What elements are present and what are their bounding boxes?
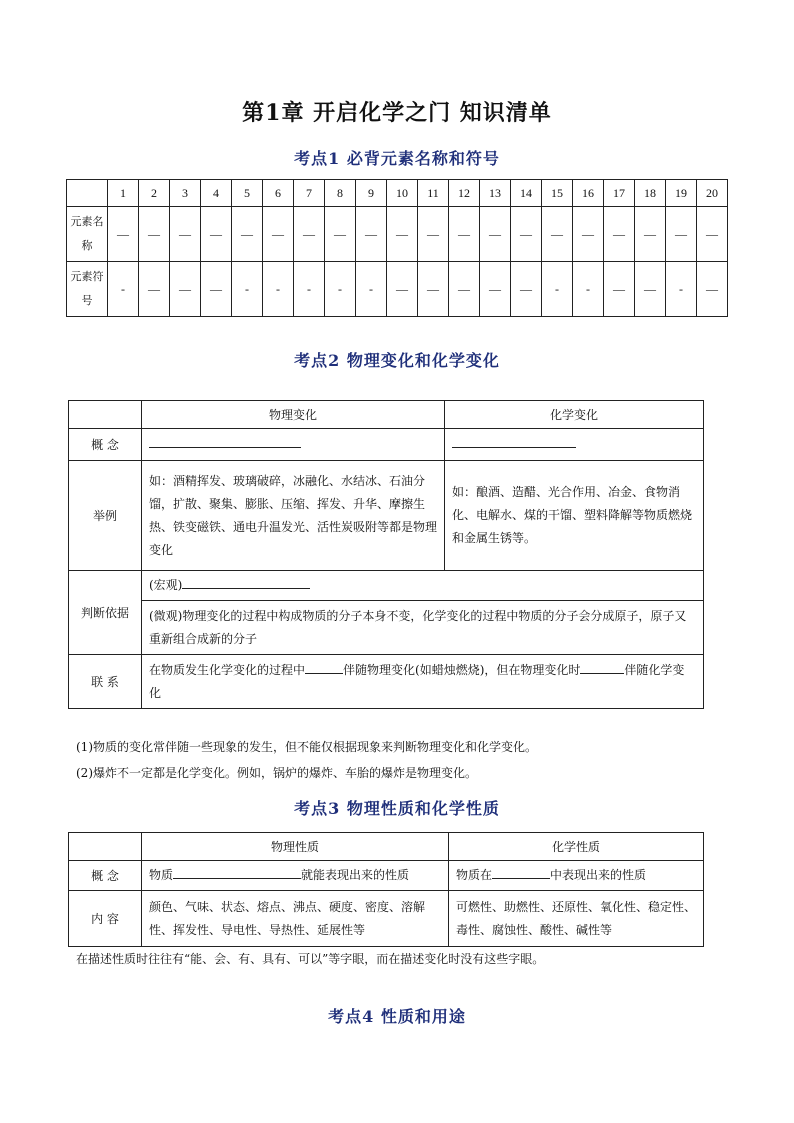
relation-label: 联 系 bbox=[69, 655, 142, 709]
element-name-blank-5: — bbox=[232, 207, 263, 262]
element-name-blank-1: — bbox=[108, 207, 139, 262]
col-physical-property: 物理性质 bbox=[142, 833, 449, 861]
element-number-8: 8 bbox=[325, 180, 356, 207]
element-symbol-blank-4: — bbox=[201, 262, 232, 317]
element-symbol-blank-9: - bbox=[356, 262, 387, 317]
row-label-name: 元素名称 bbox=[67, 207, 108, 262]
col-chemical-property: 化学性质 bbox=[449, 833, 704, 861]
element-number-15: 15 bbox=[542, 180, 573, 207]
corner-cell bbox=[69, 833, 142, 861]
element-name-blank-3: — bbox=[170, 207, 201, 262]
element-number-2: 2 bbox=[139, 180, 170, 207]
section2-title: 考点2 物理变化和化学变化 bbox=[294, 351, 500, 370]
element-number-6: 6 bbox=[263, 180, 294, 207]
note-2: (2)爆炸不一定都是化学变化。例如，锅炉的爆炸、车胎的爆炸是物理变化。 bbox=[76, 766, 478, 780]
element-symbol-blank-8: - bbox=[325, 262, 356, 317]
basis-label: 判断依据 bbox=[69, 571, 142, 655]
concept-label: 概 念 bbox=[69, 429, 142, 461]
element-symbol-blank-17: — bbox=[604, 262, 635, 317]
property-table bbox=[68, 832, 704, 947]
element-name-blank-2: — bbox=[139, 207, 170, 262]
section4-title: 考点4 性质和用途 bbox=[328, 1007, 466, 1026]
element-symbol-blank-7: - bbox=[294, 262, 325, 317]
example-label: 举例 bbox=[69, 461, 142, 571]
example-chemical: 如：酿酒、造醋、光合作用、冶金、食物消化、电解水、煤的干馏、塑料降解等物质燃烧和金属生锈等。 bbox=[445, 461, 704, 571]
element-symbol-blank-5: - bbox=[232, 262, 263, 317]
basis-micro: (微观)物理变化的过程中构成物质的分子本身不变，化学变化的过程中物质的分子会分成原子，原子又重新组合成新的分子 bbox=[142, 601, 704, 655]
element-symbol-blank-12: — bbox=[449, 262, 480, 317]
element-name-blank-6: — bbox=[263, 207, 294, 262]
element-number-20: 20 bbox=[697, 180, 728, 207]
change-table bbox=[68, 400, 704, 709]
element-name-blank-9: — bbox=[356, 207, 387, 262]
element-number-9: 9 bbox=[356, 180, 387, 207]
element-name-blank-4: — bbox=[201, 207, 232, 262]
content-chemical-property: 可燃性、助燃性、还原性、氧化性、稳定性、毒性、腐蚀性、酸性、碱性等 bbox=[449, 891, 704, 947]
element-number-5: 5 bbox=[232, 180, 263, 207]
property-content-label: 内 容 bbox=[69, 891, 142, 947]
element-name-blank-8: — bbox=[325, 207, 356, 262]
element-symbol-blank-2: — bbox=[139, 262, 170, 317]
element-number-12: 12 bbox=[449, 180, 480, 207]
concept-physical-blank bbox=[142, 429, 445, 461]
basis-macro bbox=[142, 571, 704, 601]
element-name-blank-19: — bbox=[666, 207, 697, 262]
basis-macro-text: (宏观) bbox=[149, 578, 183, 592]
element-name-blank-13: — bbox=[480, 207, 511, 262]
element-number-13: 13 bbox=[480, 180, 511, 207]
concept-chemical-property: 物质在 中表现出来的性质 bbox=[449, 861, 704, 891]
element-name-blank-7: — bbox=[294, 207, 325, 262]
element-number-19: 19 bbox=[666, 180, 697, 207]
concept-chemical-blank bbox=[445, 429, 704, 461]
element-number-3: 3 bbox=[170, 180, 201, 207]
element-name-blank-18: — bbox=[635, 207, 666, 262]
property-concept-label: 概 念 bbox=[69, 861, 142, 891]
element-name-blank-14: — bbox=[511, 207, 542, 262]
row-label-symbol: 元素符号 bbox=[67, 262, 108, 317]
element-symbol-blank-13: — bbox=[480, 262, 511, 317]
section1-title: 考点1 必背元素名称和符号 bbox=[294, 149, 500, 168]
element-number-16: 16 bbox=[573, 180, 604, 207]
property-footnote: 在描述性质时往往有“能、会、有、具有、可以”等字眼，而在描述变化时没有这些字眼。 bbox=[76, 952, 545, 966]
element-name-blank-11: — bbox=[418, 207, 449, 262]
element-number-11: 11 bbox=[418, 180, 449, 207]
element-number-4: 4 bbox=[201, 180, 232, 207]
elements-table bbox=[66, 179, 728, 317]
element-symbol-blank-10: — bbox=[387, 262, 418, 317]
element-symbol-blank-15: - bbox=[542, 262, 573, 317]
element-name-blank-10: — bbox=[387, 207, 418, 262]
element-number-7: 7 bbox=[294, 180, 325, 207]
corner-cell bbox=[69, 401, 142, 429]
col-physical-change: 物理变化 bbox=[142, 401, 445, 429]
element-symbol-blank-20: — bbox=[697, 262, 728, 317]
content-physical-property: 颜色、气味、状态、熔点、沸点、硬度、密度、溶解性、挥发性、导电性、导热性、延展性等 bbox=[142, 891, 449, 947]
element-number-1: 1 bbox=[108, 180, 139, 207]
element-name-blank-20: — bbox=[697, 207, 728, 262]
element-symbol-blank-3: — bbox=[170, 262, 201, 317]
element-symbol-blank-16: - bbox=[573, 262, 604, 317]
element-number-18: 18 bbox=[635, 180, 666, 207]
element-symbol-blank-14: — bbox=[511, 262, 542, 317]
element-symbol-blank-1: - bbox=[108, 262, 139, 317]
element-symbol-blank-18: — bbox=[635, 262, 666, 317]
element-name-blank-12: — bbox=[449, 207, 480, 262]
relation-text: 在物质发生化学变化的过程中 伴随物理变化(如蜡烛燃烧)，但在物理变化时 伴随化学变化 bbox=[142, 655, 704, 709]
element-name-blank-17: — bbox=[604, 207, 635, 262]
element-symbol-blank-19: - bbox=[666, 262, 697, 317]
page-title: 第1章 开启化学之门 知识清单 bbox=[242, 100, 552, 126]
element-number-14: 14 bbox=[511, 180, 542, 207]
element-name-blank-15: — bbox=[542, 207, 573, 262]
element-number-10: 10 bbox=[387, 180, 418, 207]
col-chemical-change: 化学变化 bbox=[445, 401, 704, 429]
concept-physical-property: 物质 就能表现出来的性质 bbox=[142, 861, 449, 891]
corner-cell bbox=[67, 180, 108, 207]
example-physical: 如：酒精挥发、玻璃破碎，冰融化、水结冰、石油分馏，扩散、聚集、膨胀、压缩、挥发、升华、摩擦生热、铁变磁铁、通电升温发光、活性炭吸附等都是物理变化 bbox=[142, 461, 445, 571]
section3-title: 考点3 物理性质和化学性质 bbox=[294, 799, 500, 818]
element-symbol-blank-11: — bbox=[418, 262, 449, 317]
note-1: (1)物质的变化常伴随一些现象的发生，但不能仅根据现象来判断物理变化和化学变化。 bbox=[76, 740, 538, 754]
element-number-17: 17 bbox=[604, 180, 635, 207]
element-name-blank-16: — bbox=[573, 207, 604, 262]
element-symbol-blank-6: - bbox=[263, 262, 294, 317]
